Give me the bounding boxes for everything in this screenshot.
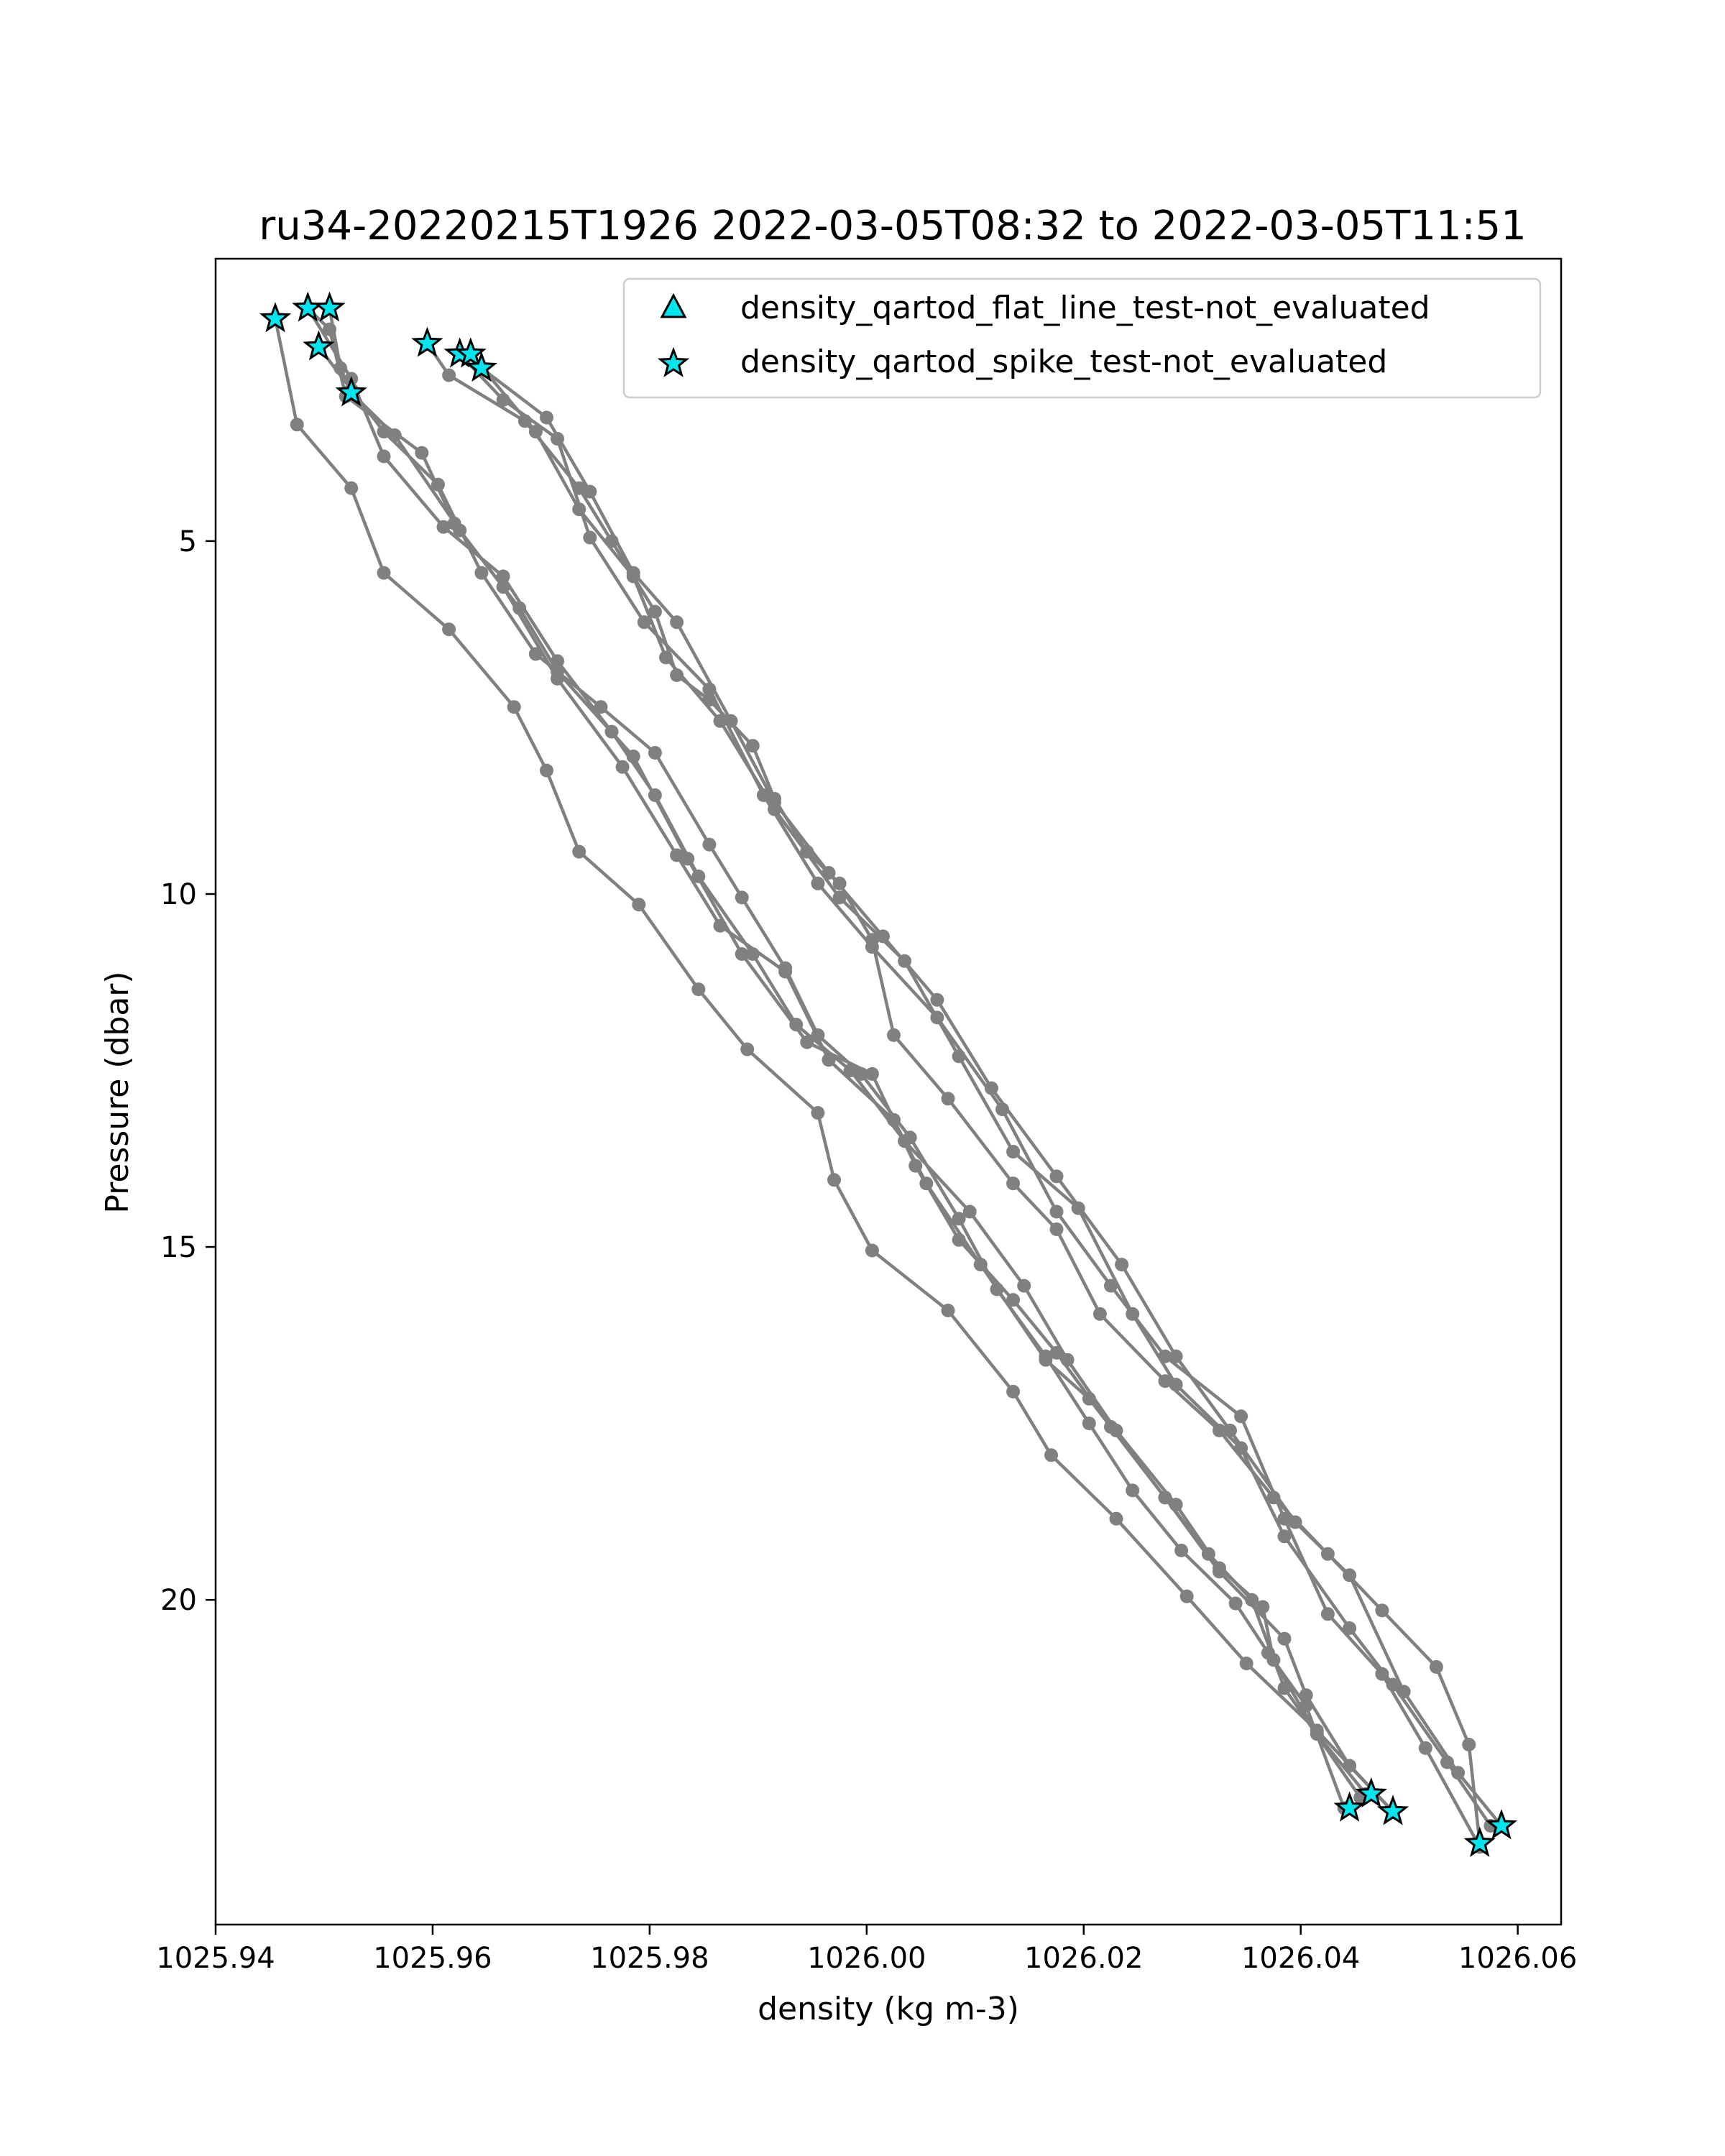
profile-9-point-8 xyxy=(822,866,836,880)
profile-5-point-22 xyxy=(1343,1759,1356,1773)
profile-9-point-19 xyxy=(1451,1766,1465,1779)
profile-9-point-6 xyxy=(724,714,738,728)
x-tick-label-5: 1026.02 xyxy=(1024,1942,1144,1975)
profile-7-point-15 xyxy=(1234,1409,1248,1423)
profile-1-point-5 xyxy=(442,622,456,636)
profile-5-point-5 xyxy=(448,517,461,530)
profile-line-9 xyxy=(482,368,1501,1825)
profile-1-point-12 xyxy=(811,1106,824,1120)
spike-test-marker-4 xyxy=(305,333,331,358)
profile-2-point-3 xyxy=(377,450,391,464)
y-axis-label: Pressure (dbar) xyxy=(99,971,136,1214)
profile-9-point-11 xyxy=(985,1082,998,1095)
profile-1-point-10 xyxy=(691,982,705,996)
profile-8-point-3 xyxy=(572,502,586,516)
profile-7-point-9 xyxy=(865,940,879,954)
x-tick-label-7: 1026.06 xyxy=(1458,1942,1578,1975)
profile-6-point-14 xyxy=(887,1028,901,1042)
profile-3-point-20 xyxy=(1174,1544,1188,1557)
profile-line-8 xyxy=(471,354,1491,1826)
x-axis xyxy=(156,1925,1577,1975)
profile-3-point-21 xyxy=(1229,1597,1243,1611)
profile-7-point-4 xyxy=(583,531,597,545)
profile-5-point-6 xyxy=(497,580,510,594)
x-tick-label-1: 1025.94 xyxy=(156,1942,275,1975)
profile-9-point-18 xyxy=(1397,1685,1411,1698)
profile-line-5 xyxy=(308,308,1393,1812)
profile-5-point-9 xyxy=(670,849,684,862)
profile-8-point-10 xyxy=(952,1049,966,1063)
chart-title: ru34-20220215T1926 2022-03-05T08:32 to 2022-03-05T11:51 xyxy=(259,203,1527,249)
profile-1-point-2 xyxy=(290,418,304,431)
profile-9-point-9 xyxy=(876,929,890,943)
y-axis xyxy=(160,525,216,1617)
profile-3-point-18 xyxy=(1082,1416,1096,1430)
profile-5-point-16 xyxy=(1039,1353,1052,1367)
profile-9-point-15 xyxy=(1223,1424,1237,1437)
y-tick-label-3: 15 xyxy=(160,1231,197,1265)
profile-6-point-2 xyxy=(442,369,456,382)
profile-line-7 xyxy=(460,354,1480,1847)
profile-8-point-14 xyxy=(1169,1378,1183,1391)
axes-frame xyxy=(216,259,1561,1925)
profile-7-point-12 xyxy=(1050,1205,1064,1219)
legend-label-spike: density_qartod_spike_test-not_evaluated xyxy=(740,344,1388,380)
profile-9-point-13 xyxy=(1115,1258,1128,1271)
profile-3-point-9 xyxy=(702,838,716,852)
profile-4-point-8 xyxy=(627,750,640,763)
profile-9-point-12 xyxy=(1050,1169,1064,1183)
profile-5-point-10 xyxy=(714,919,727,933)
profile-9-point-2 xyxy=(540,411,553,425)
profile-9-point-17 xyxy=(1343,1568,1356,1582)
profile-6-point-24 xyxy=(1430,1660,1443,1674)
profile-9-point-10 xyxy=(930,993,944,1007)
profile-1-point-15 xyxy=(942,1304,955,1317)
profile-3-point-5 xyxy=(474,566,488,580)
profile-1-point-17 xyxy=(1044,1448,1058,1462)
profile-8-point-13 xyxy=(1126,1307,1139,1321)
profile-6-point-18 xyxy=(1093,1307,1107,1321)
profile-6-point-23 xyxy=(1375,1603,1389,1617)
profile-2-point-15 xyxy=(1017,1279,1031,1293)
profile-5-point-8 xyxy=(616,760,630,774)
x-tick-label-2: 1025.96 xyxy=(373,1942,492,1975)
profile-3-point-10 xyxy=(735,890,749,904)
legend xyxy=(624,279,1540,397)
profile-9-point-14 xyxy=(1169,1350,1183,1363)
profile-8-point-17 xyxy=(1343,1621,1356,1635)
profile-1-point-16 xyxy=(1006,1385,1020,1399)
profile-9-point-3 xyxy=(583,485,597,499)
profile-5-point-21 xyxy=(1300,1688,1313,1702)
profile-1-point-14 xyxy=(865,1244,879,1258)
profile-1-point-4 xyxy=(377,566,391,580)
y-tick-label-1: 5 xyxy=(178,525,197,558)
profile-5-point-2 xyxy=(323,323,336,336)
profile-8-point-16 xyxy=(1278,1529,1292,1543)
profile-6-point-17 xyxy=(1050,1222,1064,1236)
profile-9-point-5 xyxy=(670,615,684,629)
profile-4-point-11 xyxy=(800,1036,814,1049)
profile-5-point-19 xyxy=(1213,1565,1226,1578)
x-tick-label-4: 1026.00 xyxy=(807,1942,926,1975)
x-axis-label: density (kg m-3) xyxy=(758,1991,1019,2027)
profile-1-point-19 xyxy=(1180,1590,1194,1603)
profile-5-point-20 xyxy=(1278,1632,1292,1646)
profile-6-point-15 xyxy=(942,1092,955,1105)
profile-7-point-17 xyxy=(1321,1607,1335,1621)
profile-8-point-5 xyxy=(659,650,673,664)
profile-4-point-21 xyxy=(1278,1682,1292,1695)
profile-5-point-13 xyxy=(887,1113,901,1127)
profile-6-point-16 xyxy=(1006,1176,1020,1190)
profile-1-point-8 xyxy=(572,845,586,859)
profile-5-point-4 xyxy=(415,446,428,460)
profile-1-point-3 xyxy=(344,482,358,495)
y-tick-label-4: 20 xyxy=(160,1584,197,1618)
profile-3-point-7 xyxy=(594,700,607,714)
profile-3-point-19 xyxy=(1126,1483,1139,1497)
profile-5-point-7 xyxy=(551,672,564,686)
profile-8-point-2 xyxy=(529,425,543,438)
profile-4-point-12 xyxy=(865,1067,879,1081)
profile-1-point-13 xyxy=(827,1173,841,1187)
x-tick-label-3: 1025.98 xyxy=(590,1942,709,1975)
profile-5-point-12 xyxy=(822,1053,836,1067)
profile-1-point-9 xyxy=(632,898,645,911)
legend-label-flat-line: density_qartod_flat_line_test-not_evaluated xyxy=(740,290,1430,326)
profile-3-point-8 xyxy=(648,746,662,760)
profile-1-point-7 xyxy=(540,764,553,778)
x-tick-label-6: 1026.04 xyxy=(1241,1942,1361,1975)
plot-area xyxy=(262,295,1514,1855)
profile-1-point-18 xyxy=(1110,1512,1123,1526)
profile-5-point-14 xyxy=(919,1176,933,1190)
profile-7-point-19 xyxy=(1419,1741,1432,1755)
profile-1-point-20 xyxy=(1240,1657,1254,1670)
profile-8-point-11 xyxy=(1006,1145,1020,1158)
profile-9-point-4 xyxy=(627,566,640,580)
spike-test-marker-6 xyxy=(414,330,440,354)
profile-6-point-25 xyxy=(1462,1738,1476,1751)
profile-5-point-11 xyxy=(778,965,792,979)
profile-7-point-8 xyxy=(811,877,824,890)
profile-1-point-6 xyxy=(507,700,521,714)
y-tick-label-2: 10 xyxy=(160,877,197,911)
profile-line-3 xyxy=(318,347,1344,1808)
profile-9-point-7 xyxy=(768,796,781,809)
profile-5-point-15 xyxy=(974,1258,988,1271)
profile-line-6 xyxy=(427,344,1479,1843)
profile-5-point-18 xyxy=(1159,1491,1172,1504)
profile-4-point-10 xyxy=(735,947,749,961)
profile-5-point-17 xyxy=(1082,1392,1096,1406)
profile-9-point-16 xyxy=(1289,1516,1302,1529)
profile-1-point-11 xyxy=(740,1043,754,1056)
